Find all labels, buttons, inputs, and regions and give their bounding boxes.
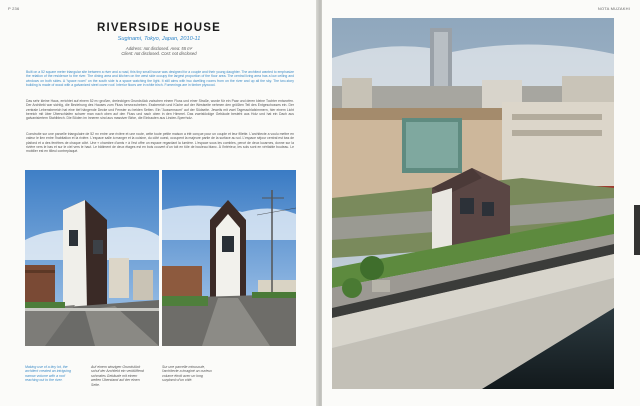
paragraph-english: Built on a 52 square meter triangular site between a river and a road, this tiny small house was designed for a couple and their young daughter. The architect wanted to emphasize the relation of the residence to the river. The dining area and kitchen on the west side occupy the largest proportion of the floor area. The central living area has a low ceiling and windows on both sides. A "space room" on the south side is a space watching the light. It still aims with two dwelling rooms from on the river and up all the sky. The two-story building is made of wood with a galvanized steel cover roof. Interior floors are in white birch. Fomenings are in timber plywood. bbox=[26, 70, 294, 87]
caption-german: Auf einem winzigen Grundstück schuf der Architekt ein verblüffend schmales Gebäude mit einem weiten Überstand auf der einen Seite. bbox=[91, 365, 144, 387]
article-title: RIVERSIDE HOUSE bbox=[96, 22, 222, 34]
caption-french: Sur une parcelle minuscule, l'architecte a imaginé un curieux volume étroit avec un long surplomb d'un côté. bbox=[162, 365, 212, 383]
photo-house-street-right bbox=[162, 170, 296, 346]
page-folio-right: NOTA MUZAKHI bbox=[597, 6, 630, 11]
meta-address-area: Address: not disclosed. Area: 55 m² bbox=[125, 46, 193, 51]
paragraph-french: Construite sur une parcelle triangulaire de 52 m² entre une rivière et une route, cette toute petite maison a été conçue pour un couple et leur fillette. L'architecte a voulu mettre en valeur le lien entre l'habitation et la rivière. L'espace salle à manger et la cuisine, du côté ouest, occupent la majeure partie de la surface au sol. L'espace séjour central est bas de plafond et a des fenêtres de chaque côté. Une « chambre d'amis » à l'est offre un espace regardant la lumière. L'espace sous les combles, percé de deux lucarnes, donne sur la rivière vers le bas et sur le ciel vers le haut. Le bâtiment de deux étages est en bois couvert d'un toit en tôle de bouleau blanc. À l'intérieur, les sols sont en véritable bouleau. Le mobilier est en tilleul contreplaqué. bbox=[26, 132, 294, 154]
left-page bbox=[0, 0, 318, 406]
caption-english: Making use of a tiny lot, the architect created an intriguing narrow volume with a roof reaching out to the river. bbox=[25, 365, 71, 383]
meta-client-cost: Client: not disclosed. Cost: not disclosed bbox=[121, 51, 197, 57]
article-subtitle: Suginami, Tokyo, Japan, 2010-11 bbox=[117, 36, 201, 42]
project-meta bbox=[0, 46, 318, 56]
paragraph-german: Das sehr kleine Haus, errichtet auf einem 52 m² großen, dreieckigen Grundstück zwischen einem Fluss und einer Straße, wurde für ein Paar und deren kleine Tochter entworfen. Der Architekt war sichtig, die Beziehung des Hauses zum Fluss hervorzuheben. Essbereich und Küche auf der Westseite nehmen den größten Teil des Entgeschosses ein. Der zentrale Lebensbereich hat eine tief hängende Decke und Fenster zu beiden Seiten. Ein "Aussenraum" auf der Südseite. Jeweils mit zwei Tagesschlafzimmern, hier einem Licht bereich mit über Überschlafen schwer man nach oben auf den Fluss und nach oben in den Himmel. Das zweistöckige Gebäude besteht aus Holz und hat ein Dach aus galvanisiertem Stahlblech. Die Böden im Inneren sind aus massiver Birke, die Einbauten aus Linden-Sperrholz. bbox=[26, 99, 294, 121]
page-tab-marker bbox=[634, 205, 640, 255]
page-folio: P 236 bbox=[8, 6, 20, 11]
photo-house-street-left bbox=[25, 170, 159, 346]
photo-aerial-riverside bbox=[332, 18, 614, 389]
